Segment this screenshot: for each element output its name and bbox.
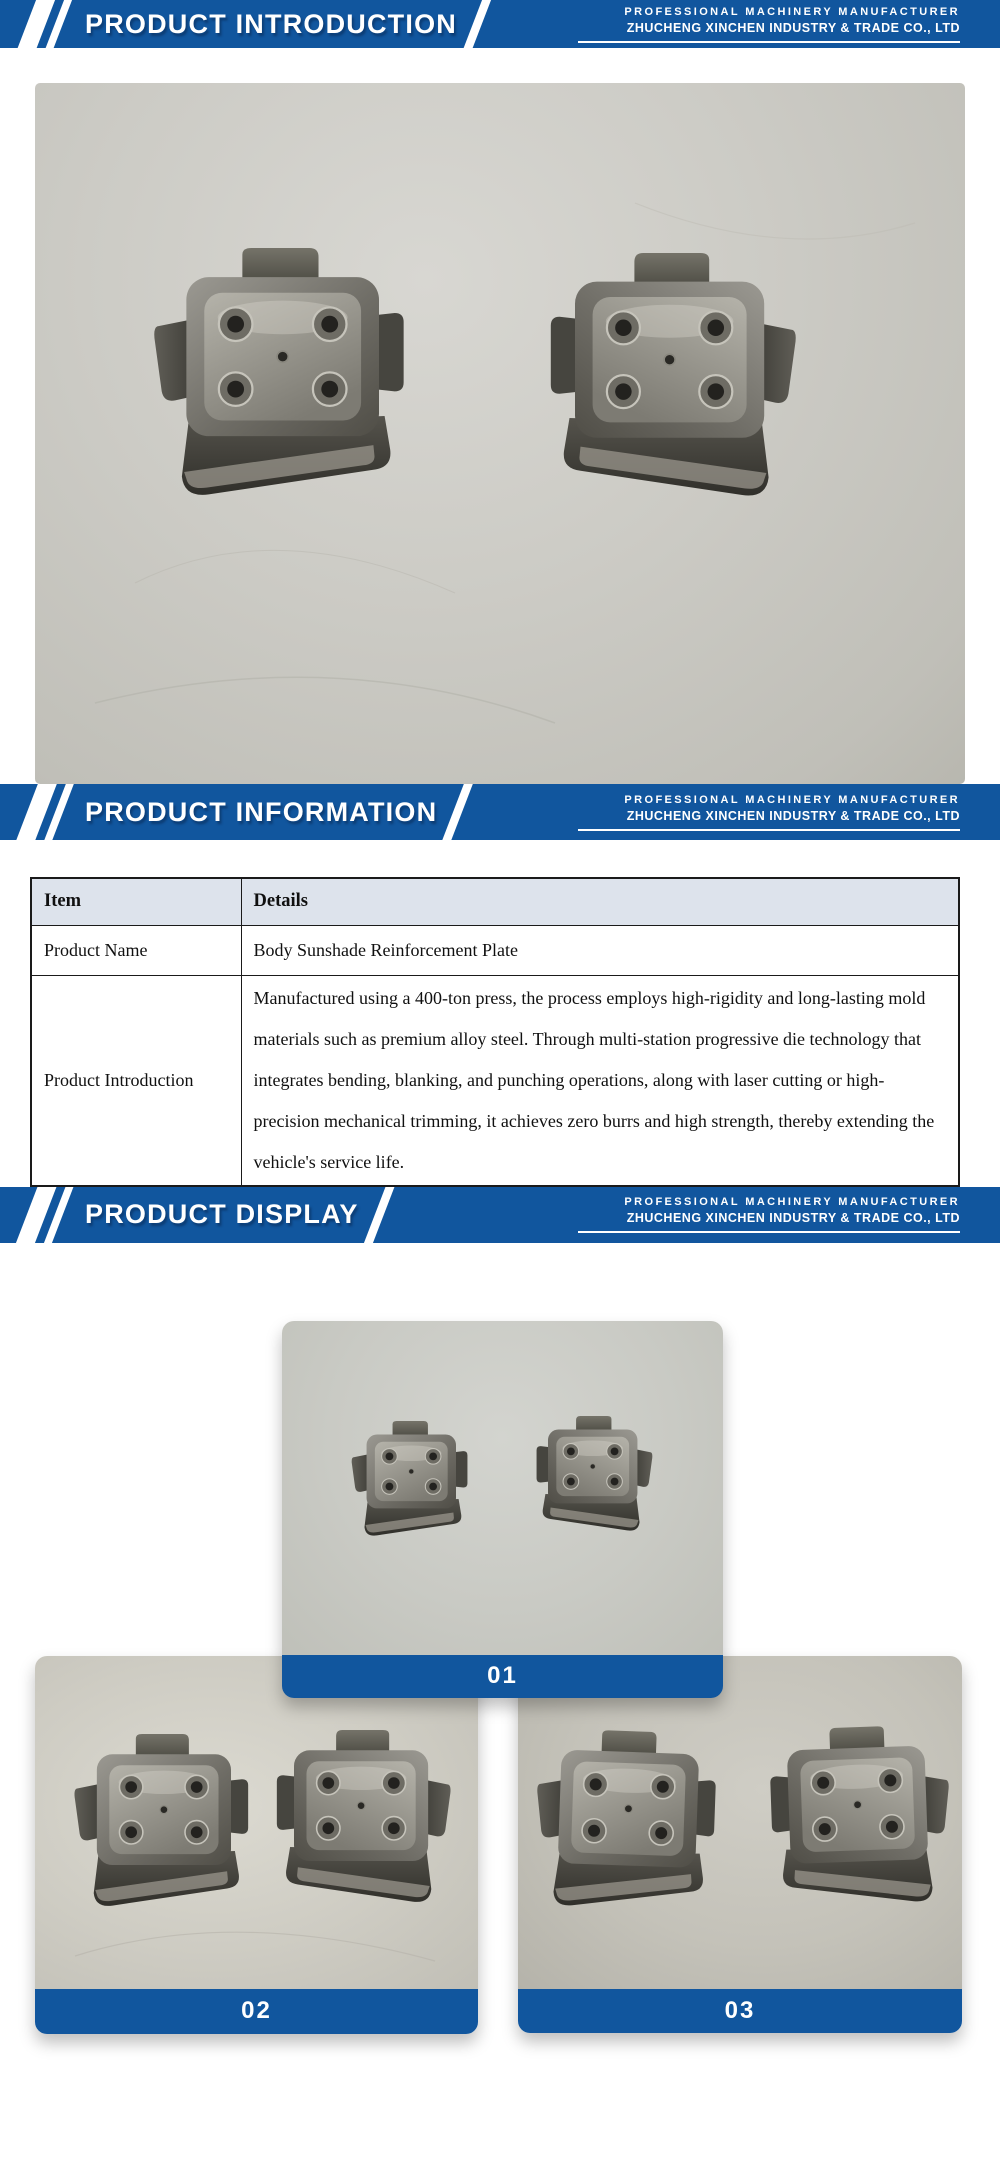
table-row-product-introduction <box>31 975 959 1186</box>
display-photo-card-01 <box>282 1321 723 1698</box>
brand-tagline: PROFESSIONAL MACHINERY MANUFACTURER <box>624 793 960 806</box>
cell-product-introduction-value: Manufactured using a 400-ton press, the process employs high-rigidity and long-lasting mold materials such as premium alloy steel. Through multi-station progressive die technology that integrates bending, blanking, and punching operations, along with laser cutting or high-precision mechanical trimming, it achieves zero burrs and high strength, thereby extending the vehicle's service life. <box>241 975 959 1186</box>
product-display-grid <box>0 1321 1000 2034</box>
photo-label-01: 01 <box>282 1655 723 1698</box>
table-header-item: Item <box>31 878 241 925</box>
photo-label-02: 02 <box>35 1989 478 2034</box>
display-photo-card-03 <box>518 1656 962 2033</box>
cell-product-introduction-label: Product Introduction <box>31 975 241 1186</box>
slash-decoration-icon <box>460 0 495 48</box>
steel-brackets-illustration <box>518 1656 962 1989</box>
company-info <box>578 794 960 831</box>
cell-product-name-label: Product Name <box>31 925 241 975</box>
display-photo-card-02 <box>35 1656 478 2034</box>
company-info <box>578 6 960 43</box>
product-photo-main <box>35 83 965 784</box>
table-row-product-name <box>31 925 959 975</box>
table-header-row <box>31 878 959 925</box>
banner-product-information <box>0 784 1000 840</box>
slash-decoration-icon <box>360 1187 399 1243</box>
table-header-details: Details <box>241 878 959 925</box>
banner-product-display <box>0 1187 1000 1243</box>
info-table-wrap <box>30 877 958 1187</box>
banner-product-introduction <box>0 0 1000 48</box>
slash-decoration-icon <box>438 784 477 840</box>
product-info-table <box>30 877 960 1187</box>
brand-tagline: PROFESSIONAL MACHINERY MANUFACTURER <box>624 1196 960 1208</box>
brand-company-name: ZHUCHENG XINCHEN INDUSTRY & TRADE CO., LTD <box>626 1211 960 1225</box>
cell-product-name-value: Body Sunshade Reinforcement Plate <box>241 925 959 975</box>
section-title-introduction: PRODUCT INTRODUCTION <box>85 8 457 39</box>
brand-company-name: ZHUCHENG XINCHEN INDUSTRY & TRADE CO., LTD <box>626 808 960 823</box>
steel-brackets-illustration <box>35 83 965 784</box>
display-photo-01 <box>282 1321 723 1655</box>
steel-brackets-illustration <box>35 1656 478 1989</box>
brand-company-name: ZHUCHENG XINCHEN INDUSTRY & TRADE CO., LTD <box>626 20 960 35</box>
section-title-display: PRODUCT DISPLAY <box>85 1199 359 1229</box>
steel-brackets-illustration <box>282 1321 723 1655</box>
brand-tagline: PROFESSIONAL MACHINERY MANUFACTURER <box>624 5 960 18</box>
display-photo-03 <box>518 1656 962 1989</box>
photo-label-03: 03 <box>518 1989 962 2033</box>
company-info <box>578 1196 960 1233</box>
section-title-information: PRODUCT INFORMATION <box>85 796 438 827</box>
display-photo-02 <box>35 1656 478 1989</box>
bottom-spacer <box>0 2034 1000 2111</box>
